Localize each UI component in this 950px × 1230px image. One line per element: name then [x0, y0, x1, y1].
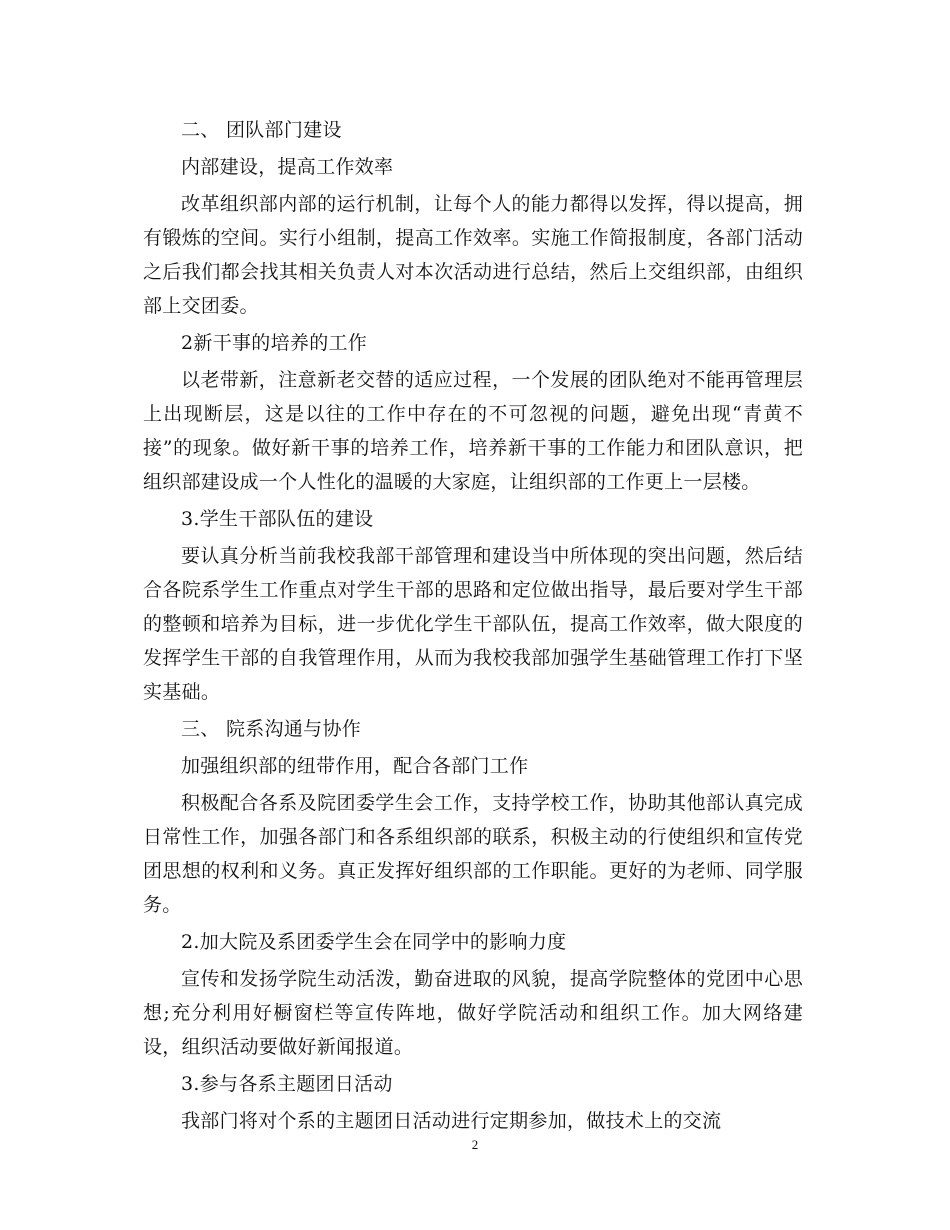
subheading-new-staff-training: 2新干事的培养的工作 [181, 332, 368, 354]
paragraph-theme-activities: 我部门将对个系的主题团日活动进行定期参加，做技术上的交流 [181, 1110, 722, 1132]
subheading-link-role: 加强组织部的纽带作用，配合各部门工作 [181, 755, 529, 777]
subheading-theme-activities: 3.参与各系主题团日活动 [181, 1073, 393, 1095]
section-heading-communication: 三、 院系沟通与协作 [181, 718, 362, 740]
paragraph-cooperation: 积极配合各系及院团委学生会工作，支持学校工作，协助其他部认真完成日常性工作，加强各部门和各系组织部的联系，积极主动的行使组织和宣传党团思想的权利和义务。真正发挥好组织部的工作职能。更好的为老师、同学服务。 [143, 792, 803, 916]
document-body [143, 113, 803, 1141]
paragraph-reform-mechanism: 改革组织部内部的运行机制，让每个人的能力都得以发挥，得以提高，拥有锻炼的空间。实行小组制，提高工作效率。实施工作简报制度，各部门活动之后我们都会找其相关负责人对本次活动进行总结，然后上交组织部，由组织部上交团委。 [143, 193, 803, 317]
section-heading-team-building: 二、 团队部门建设 [181, 119, 342, 141]
subheading-influence: 2.加大院及系团委学生会在同学中的影响力度 [181, 931, 567, 953]
subheading-internal-building: 内部建设，提高工作效率 [181, 156, 394, 178]
page-number: 2 [471, 1137, 479, 1152]
paragraph-new-staff-training: 以老带新，注意新老交替的适应过程，一个发展的团队绝对不能再管理层上出现断层，这是以往的工作中存在的不可忽视的问题，避免出现“青黄不接”的现象。做好新干事的培养工作，培养新干事的工作能力和团队意识，把组织部建设成一个人性化的温暖的大家庭，让组织部的工作更上一层楼。 [143, 369, 803, 493]
paragraph-student-cadre-team: 要认真分析当前我校我部干部管理和建设当中所体现的突出问题，然后结合各院系学生工作重点对学生干部的思路和定位做出指导，最后要对学生干部的整顿和培养为目标，进一步优化学生干部队伍，提高工作效率，做大限度的发挥学生干部的自我管理作用，从而为我校我部加强学生基础管理工作打下坚实基础。 [143, 545, 803, 703]
paragraph-publicity: 宣传和发扬学院生动活泼，勤奋进取的风貌，提高学院整体的党团中心思想;充分利用好橱窗栏等宣传阵地，做好学院活动和组织工作。加大网络建设，组织活动要做好新闻报道。 [143, 968, 803, 1058]
subheading-student-cadre-team: 3.学生干部队伍的建设 [181, 508, 374, 530]
